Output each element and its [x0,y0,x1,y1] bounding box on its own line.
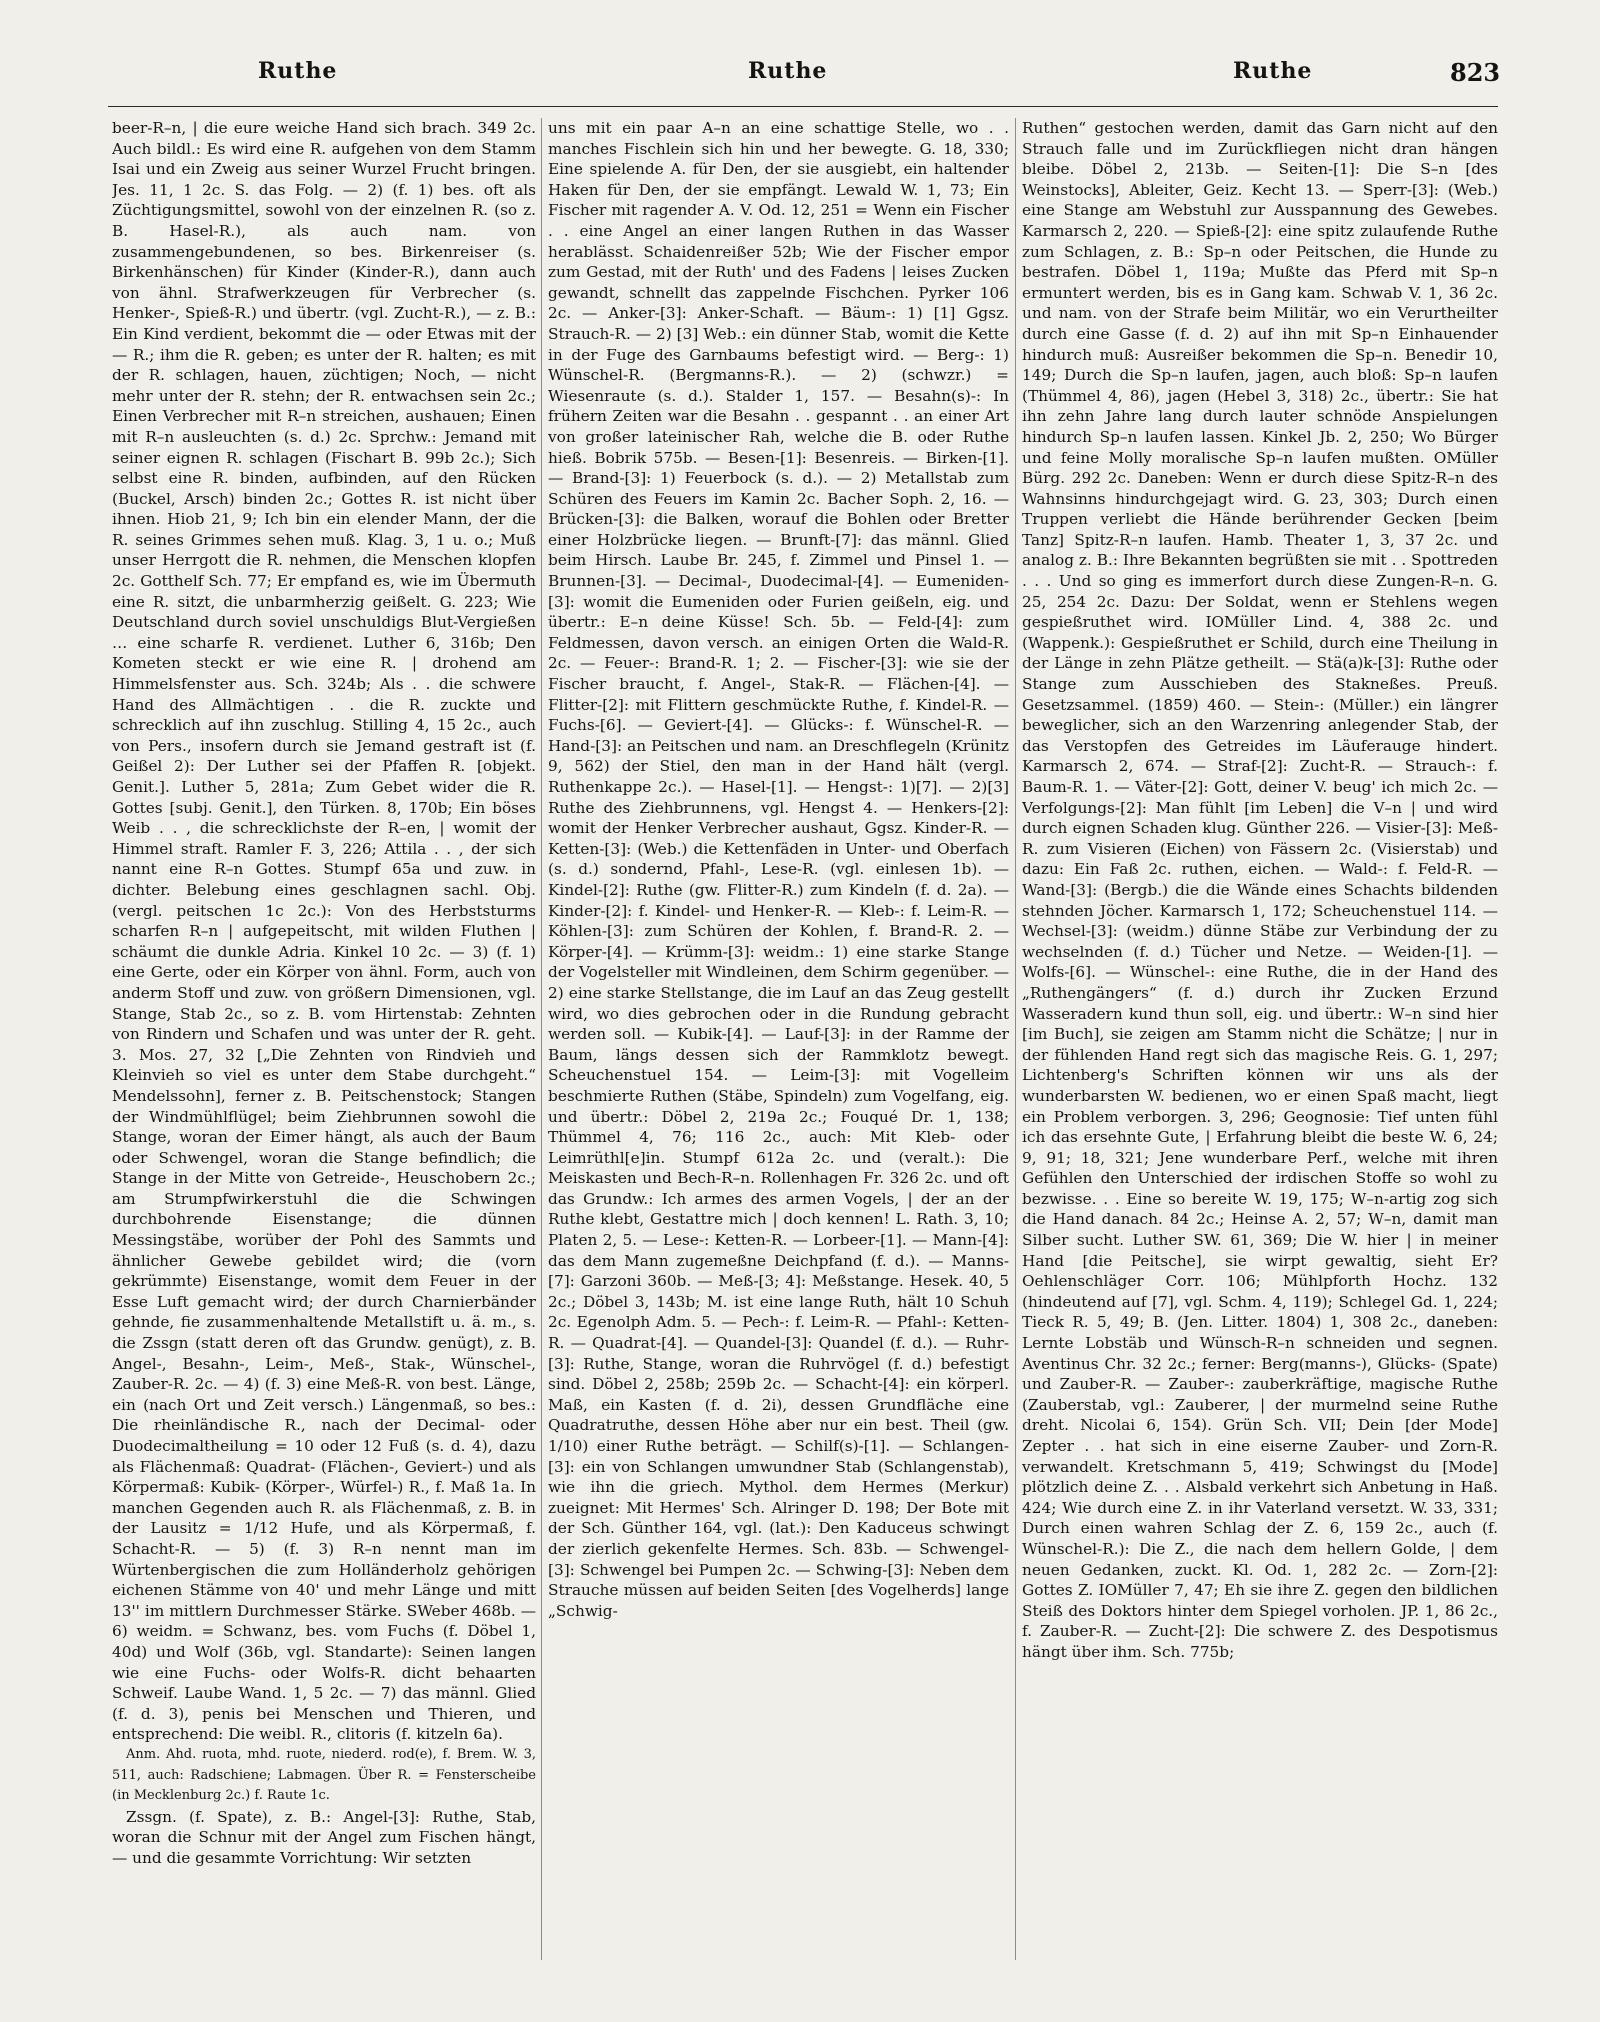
text-column-left [112,118,536,1968]
text-column-middle [548,118,1009,1968]
text-column-right [1022,118,1498,1968]
entry-paragraph: beer-R–n, | die eure weiche Hand sich brach. 349 2c. Auch bildl.: Es wird eine R. aufgehen von dem Stamm Isai und ein Zweig aus seiner Wurzel Frucht bringen. Jes. 11, 1 2c. S. das Folg. — 2) (f. 1) bes. oft als Züchtigungsmittel, sowohl von der einzelnen R. (so z. B. Hasel-R.), als auch nam. von zusammengebundenen, so bes. Birkenreiser (s. Birkenhänschen) für Kinder (Kinder-R.), dann auch von ähnl. Strafwerkzeugen für Verbrecher (s. Henker-, Spieß-R.) und übertr. (vgl. Zucht-R.), — z. B.: Ein Kind verdient, bekommt die — oder Etwas mit der — R.; ihm die R. geben; es unter der R. halten; es mit der R. schlagen, hauen, züchtigen; Noch, — nicht mehr unter der R. stehn; der R. entwachsen sein 2c.; Einen Verbrecher mit R–n streichen, aushauen; Einen mit R–n ausleuchten (s. d.) 2c. Sprchw.: Jemand mit seiner eignen R. schlagen (Fischart B. 99b 2c.); Sich selbst eine R. binden, aufbinden, auf den Rücken (Buckel, Arsch) binden 2c.; Gottes R. ist nicht über ihnen. Hiob 21, 9; Ich bin ein elender Mann, der die R. seines Grimmes sehen muß. Klag. 3, 1 u. o.; Muß unser Herrgott die R. nehmen, die Menschen klopfen 2c. Gotthelf Sch. 77; Er empfand es, wie im Übermuth eine R. sitzt, die unbarmherzig geißelt. G. 223; Wie Deutschland durch soviel unschuldigs Blut-Vergießen … eine scharfe R. verdienet. Luther 6, 316b; Den Kometen steckt er wie eine R. | drohend am Himmelsfenster aus. Sch. 324b; Als . . die schwere Hand des Allmächtigen . . die R. zuckte und schrecklich auf ihn zuschlug. Stilling 4, 15 2c., auch von Pers., insofern durch sie Jemand gestraft ist (f. Geißel 2): Der Luther sei der Pfaffen R. [objekt. Genit.]. Luther 5, 281a; Zum Gebet wider die R. Gottes [subj. Genit.], den Türken. 8, 170b; Ein böses Weib . . , die schrecklichste der R–en, | womit der Himmel straft. Ramler F. 3, 226; Attila . . , der sich nannt eine R–n Gottes. Stumpf 65a und zuw. in dichter. Belebung eines geschlagnen sachl. Obj. (vergl. peitschen 1c 2c.): Von des Herbststurms scharfen R–n | aufgepeitscht, mit wilden Fluthen | schäumt die dunkle Adria. Kinkel 10 2c. — 3) (f. 1) eine Gerte, oder ein Körper von ähnl. Form, auch von anderm Stoff und zuw. von größern Dimensionen, vgl. Stange, Stab 2c., so z. B. vom Hirtenstab: Zehnten von Rindern und Schafen und was unter der R. geht. 3. Mos. 27, 32 [„Die Zehnten von Rindvieh und Kleinvieh so viel es unter dem Stabe durchgeht.“ Mendelssohn], ferner z. B. Peitschenstock; Stangen der Windmühlflügel; beim Ziehbrunnen sowohl die Stange, woran der Eimer hängt, als auch der Baum oder Schwengel, woran die Stange befindlich; die Stange in der Mitte von Getreide-, Heuschobern 2c.; am Strumpfwirkerstuhl die die Schwingen durchbohrende Eisenstange; die dünnen Messingstäbe, worüber der Pohl des Sammts und ähnlicher Gewebe gebildet wird; die (vorn gekrümmte) Eisenstange, womit dem Feuer in der Esse Luft gemacht wird; der durch Charnierbänder gehnde, fie zusammenhaltende Metallstift u. ä. m., s. die Zssgn (statt deren oft das Grundw. genügt), z. B. Angel-, Besahn-, Leim-, Meß-, Stak-, Wünschel-, Zauber-R. 2c. — 4) (f. 3) eine Meß-R. von best. Länge, ein (nach Ort und Zeit versch.) Längenmaß, so bes.: Die rheinländische R., nach der Decimal- oder Duodecimaltheilung = 10 oder 12 Fuß (s. d. 4), dazu als Flächenmaß: Quadrat- (Flächen-, Geviert-) und als Körpermaß: Kubik- (Körper-, Würfel-) R., f. Maß 1a. In manchen Gegenden auch R. als Flächenmaß, z. B. in der Lausitz = 1/12 Hufe, und als Körpermaß, f. Schacht-R. — 5) (f. 3) R–n nennt man im Würtenbergischen die zum Holländerholz gehörigen eichenen Stämme von 40' und mehr Länge und mitt 13'' im mittlern Durchmesser Stärke. SWeber 468b. — 6) weidm. = Schwanz, bes. vom Fuchs (f. Döbel 1, 40d) und Wolf (36b, vgl. Standarte): Seinen langen wie eine Fuchs- oder Wolfs-R. dicht behaarten Schweif. Laube Wand. 1, 5 2c. — 7) das männl. Glied (f. d. 3), penis bei Menschen und Thieren, und entsprechend: Die weibl. R., clitoris (f. kitzeln 6a). [112,119,536,1744]
column-divider-1 [541,118,542,1960]
column-divider-2 [1015,118,1016,1960]
compounds-paragraph: Zssgn. (f. Spate), z. B.: Angel-[3]: Ruthe, Stab, woran die Schnur mit der Angel zum Fischen hängt, — und die gesammte Vorrichtung: Wir setzten [112,1807,536,1867]
header-rule [108,106,1498,107]
running-headword-middle: Ruthe [748,58,828,84]
page-header [0,58,1600,98]
running-headword-left: Ruthe [258,58,338,84]
page-number: 823 [1450,58,1501,87]
entry-paragraph: Ruthen“ gestochen werden, damit das Garn nicht auf den Strauch falle und im Zurückfliegen nicht dran hängen bleibe. Döbel 2, 213b. — Seiten-[1]: Die S–n [des Weinstocks], Ableiter, Geiz. Kecht 13. — Sperr-[3]: (Web.) eine Stange am Webstuhl zur Ausspannung des Gewebes. Karmarsch 2, 220. — Spieß-[2]: eine spitz zulaufende Ruthe zum Schlagen, z. B.: Sp–n oder Peitschen, die Hunde zu bestrafen. Döbel 1, 119a; Mußte das Pferd mit Sp–n ermuntert werden, bis es in Gang kam. Schwab V. 1, 36 2c. und nam. von der Strafe beim Militär, wo ein Verurtheilter durch eine Gasse (f. d. 2) auf ihn mit Sp–n Einhauender hindurch muß: Ausreißer bekommen die Sp–n. Benedir 10, 149; Durch die Sp–n laufen, jagen, auch bloß: Sp–n laufen (Thümmel 4, 86), jagen (Hebel 3, 318) 2c., übertr.: Sie hat ihn zehn Jahre lang durch lauter schnöde Anspielungen hindurch Sp–n laufen lassen. Kinkel Jb. 2, 250; Wo Bürger und feine Molly moralische Sp–n laufen mußten. OMüller Bürg. 292 2c. Daneben: Wenn er durch diese Spitz-R–n des Wahnsinns hindurchgejagt wird. G. 23, 303; Durch einen Truppen verliebt die Hände berührender Gecken [beim Tanz] Spitz-R–n laufen. Hamb. Theater 1, 3, 37 2c. und analog z. B.: Ihre Bekannten begrüßten sie mit . . Spottreden . . . Und so ging es immerfort durch diese Zungen-R–n. G. 25, 254 2c. Dazu: Der Soldat, wenn er Stehlens wegen gespießruthet wird. IOMüller Lind. 4, 388 2c. und (Wappenk.): Gespießruthet er Schild, durch eine Theilung in der Länge in zehn Plätze getheilt. — Stä(a)k-[3]: Ruthe oder Stange zum Ausschieben des Stakneßes. Preuß. Gesetzsammel. (1859) 460. — Stein-: (Müller.) ein längrer beweglicher, sich an den Warzenring anlegender Stab, der das Verstopfen des Getreides im Läuferauge hindert. Karmarsch 2, 674. — Straf-[2]: Zucht-R. — Strauch-: f. Baum-R. 1. — Väter-[2]: Gott, deiner V. beug' ich mich 2c. — Verfolgungs-[2]: Man fühlt [im Leben] die V–n | und wird durch eignen Schaden klug. Günther 226. — Visier-[3]: Meß-R. zum Visieren (Eichen) von Fässern 2c. (Visierstab) und dazu: Ein Faß 2c. ruthen, eichen. — Wald-: f. Feld-R. — Wand-[3]: (Bergb.) die die Wände eines Schachts bildenden stehnden Jöcher. Karmarsch 1, 172; Scheuchenstuel 114. — Wechsel-[3]: (weidm.) dünne Stäbe zur Verbindung der zu wechselnden (f. d.) Tücher und Netze. — Weiden-[1]. — Wolfs-[6]. — Wünschel-: eine Ruthe, die in der Hand des „Ruthengängers“ (f. d.) durch ihr Zucken Erzund Wasseradern kund thun soll, eig. und übertr.: W–n sind hier [im Buch], sie zeigen am Stamm nicht die Schätze; | nur in der fühlenden Hand regt sich das magische Reis. G. 1, 297; Lichtenberg's Schriften können wir uns als der wunderbarsten W. bedienen, wo er einen Spaß macht, liegt ein Problem verborgen. 3, 296; Geognosie: Tief unten fühl ich das ersehnte Gute, | Erfahrung bleibt die beste W. 6, 24; 9, 91; 18, 321; Jene wunderbare Perf., welche mit ihren Gefühlen den Unterschied der irdischen Stoffe so wohl zu bezwisse. . . Eine so bereite W. 19, 175; W–n-artig zog sich die Hand danach. 84 2c.; Heinse A. 2, 57; W–n, damit man Silber sucht. Luther SW. 61, 369; Die W. hier | in meiner Hand [die Peitsche], sie wirpt gewaltig, sieht Er? Oehlenschläger Corr. 106; Mühlpforth Hochz. 132 (hindeutend auf [7], vgl. Schm. 4, 119); Schlegel Gd. 1, 224; Tieck R. 5, 49; B. (Jen. Litter. 1804) 1, 308 2c., daneben: Lernte Lobstäb und Wünsch-R–n schneiden und segnen. Aventinus Chr. 32 2c.; ferner: Berg(manns-), Glücks- (Spate) und Zauber-R. — Zauber-: zauberkräftige, magische Ruthe (Zauberstab, vgl.: Zauberer, | der murmelnd seine Ruthe dreht. Nicolai 6, 154). Grün Sch. VII; Dein [der Mode] Zepter . . hat sich in eine eiserne Zauber- und Zorn-R. verwandelt. Kretschmann 5, 419; Schwingst du [Mode] plötzlich deine Z. . . Alsbald verkehrt sich Anbetung in Haß. 424; Wie durch eine Z. in ihr Vaterland versetzt. W. 33, 331; Durch einen wahren Schlag der Z. 6, 159 2c., auch (f. Wünschel-R.): Die Z., die nach dem hellern Golde, | dem neuen Gedanken, zuckt. Kl. Od. 1, 282 2c. — Zorn-[2]: Gottes Z. IOMüller 7, 47; Eh sie ihre Z. gegen den bildlichen Steiß des Doktors hinter dem Spiegel vorholen. JP. 1, 86 2c., f. Zauber-R. — Zucht-[2]: Die schwere Z. des Despotismus hängt über ihm. Sch. 775b; [1022,119,1498,1661]
entry-paragraph: uns mit ein paar A–n an eine schattige Stelle, wo . . manches Fischlein sich hin und her bewegte. G. 18, 330; Eine spielende A. für Den, der sie ausgiebt, ein haltender Haken für Den, der sie empfängt. Lewald W. 1, 73; Ein Fischer mit ragender A. V. Od. 12, 251 = Wenn ein Fischer . . eine Angel an einer langen Ruthen in das Wasser herablässt. Schaidenreißer 52b; Wie der Fischer empor zum Gestad, mit der Ruth' und des Fadens | leises Zucken gewandt, schnellt das zappelnde Fischchen. Pyrker 106 2c. — Anker-[3]: Anker-Schaft. — Bäum-: 1) [1] Ggsz. Strauch-R. — 2) [3] Web.: ein dünner Stab, womit die Kette in der Fuge des Garnbaums befestigt wird. — Berg-: 1) Wünschel-R. (Bergmanns-R.). — 2) (schwzr.) = Wiesenraute (s. d.). Stalder 1, 157. — Besahn(s)-: In frühern Zeiten war die Besahn . . gespannt . . an einer Art von großer lateinischer Rah, welche die B. oder Ruthe hieß. Bobrik 575b. — Besen-[1]: Besenreis. — Birken-[1]. — Brand-[3]: 1) Feuerbock (s. d.). — 2) Metallstab zum Schüren des Feuers im Kamin 2c. Bacher Soph. 2, 16. — Brücken-[3]: die Balken, worauf die Bohlen oder Bretter einer Holzbrücke liegen. — Brunft-[7]: das männl. Glied beim Hirsch. Laube Br. 245, f. Zimmel und Pinsel 1. — Brunnen-[3]. — Decimal-, Duodecimal-[4]. — Eumeniden-[3]: womit die Eumeniden oder Furien geißeln, eig. und übertr.: E–n deine Küsse! Sch. 5b. — Feld-[4]: zum Feldmessen, davon versch. an einigen Orten die Wald-R. 2c. — Feuer-: Brand-R. 1; 2. — Fischer-[3]: wie sie der Fischer braucht, f. Angel-, Stak-R. — Flächen-[4]. — Flitter-[2]: mit Flittern geschmückte Ruthe, f. Kindel-R. — Fuchs-[6]. — Geviert-[4]. — Glücks-: f. Wünschel-R. — Hand-[3]: an Peitschen und nam. an Dreschflegeln (Krünitz 9, 562) der Stiel, den man in der Hand hält (vergl. Ruthenkappe 2c.). — Hasel-[1]. — Hengst-: 1)[7]. — 2)[3] Ruthe des Ziehbrunnens, vgl. Hengst 4. — Henkers-[2]: womit der Henker Verbrecher aushaut, Ggsz. Kinder-R. — Ketten-[3]: (Web.) die Kettenfäden in Unter- und Oberfach (s. d.) sondernd, Pfahl-, Lese-R. (vgl. einlesen 1b). — Kindel-[2]: Ruthe (gw. Flitter-R.) zum Kindeln (f. d. 2a). — Kinder-[2]: f. Kindel- und Henker-R. — Kleb-: f. Leim-R. — Köhlen-[3]: zum Schüren der Kohlen, f. Brand-R. 2. — Körper-[4]. — Krümm-[3]: weidm.: 1) eine starke Stange der Vogelsteller mit Windleinen, dem Schirm gegenüber. — 2) eine starke Stellstange, die im Lauf an das Zeug gestellt wird, wo dies gebrochen oder in die Rundung gebracht werden soll. — Kubik-[4]. — Lauf-[3]: in der Ramme der Baum, längs dessen sich der Rammklotz bewegt. Scheuchenstuel 154. — Leim-[3]: mit Vogelleim beschmierte Ruthen (Stäbe, Spindeln) zum Vogelfang, eig. und übertr.: Döbel 2, 219a 2c.; Fouqué Dr. 1, 138; Thümmel 4, 76; 116 2c., auch: Mit Kleb- oder Leimrüthl[e]in. Stumpf 612a 2c. und (veralt.): Die Meiskasten und Bech-R–n. Rollenhagen Fr. 326 2c. und oft das Grundw.: Ich armes des armen Vogels, | der an der Ruthe klebt, Gestattre mich | doch kennen! L. Rath. 3, 10; Platen 2, 5. — Lese-: Ketten-R. — Lorbeer-[1]. — Mann-[4]: das dem Mann zugemeßne Deichpfand (f. d.). — Manns-[7]: Garzoni 360b. — Meß-[3; 4]: Meßstange. Hesek. 40, 5 2c.; Döbel 3, 143b; M. ist eine lange Ruth, hält 10 Schuh 2c. Egenolph Adm. 5. — Pech-: f. Leim-R. — Pfahl-: Ketten-R. — Quadrat-[4]. — Quandel-[3]: Quandel (f. d.). — Ruhr-[3]: Ruthe, Stange, woran die Ruhrvögel (f. d.) befestigt sind. Döbel 2, 258b; 259b 2c. — Schacht-[4]: ein körperl. Maß, ein Kasten (f. d. 2i), dessen Grundfläche eine Quadratruthe, dessen Höhe aber nur ein best. Theil (gw. 1/10) einer Ruthe beträgt. — Schilf(s)-[1]. — Schlangen-[3]: ein von Schlangen umwundner Stab (Schlangenstab), wie ihn die griech. Mythol. dem Hermes (Merkur) zueignet: Mit Hermes' Sch. Alringer D. 198; Der Bote mit der Sch. Günther 164, vgl. (lat.): Den Kaduceus schwingt der zierlich gekenfelte Hermes. Sch. 83b. — Schwengel-[3]: Schwengel bei Pumpen 2c. — Schwing-[3]: Neben dem Strauche müssen auf beiden Seiten [des Vogelherds] lange „Schwig- [548,119,1009,1620]
annotation-paragraph: Anm. Ahd. ruota, mhd. ruote, niederd. rod(e), f. Brem. W. 3, 511, auch: Radschiene; Labmagen. Über R. = Fensterscheibe (in Mecklenburg 2c.) f. Raute 1c. [112,1746,536,1804]
running-headword-right: Ruthe [1233,58,1313,84]
